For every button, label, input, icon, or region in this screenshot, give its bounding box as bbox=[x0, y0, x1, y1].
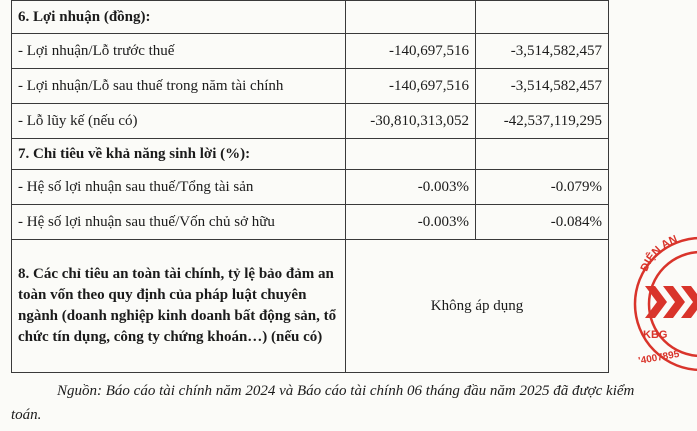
row-label: - Lợi nhuận/Lỗ trước thuế bbox=[12, 34, 346, 69]
value-col-2: -3,514,582,457 bbox=[476, 69, 609, 104]
section-8-title: 8. Các chỉ tiêu an toàn tài chính, tỷ lệ bảo đảm an toàn vốn theo quy định của pháp luật chuyên ngành (doanh nghiệp kinh doanh bất động sản, tổ chức tín dụng, công ty chứng khoán…) (nếu có) bbox=[12, 240, 346, 373]
value-col-1: -140,697,516 bbox=[346, 34, 476, 69]
empty-cell bbox=[476, 1, 609, 34]
row-label: - Hệ số lợi nhuận sau thuế/Tổng tài sản bbox=[12, 170, 346, 205]
section-7-title: 7. Chỉ tiêu về khả năng sinh lời (%): bbox=[12, 139, 346, 170]
section-7-header-row bbox=[12, 139, 609, 170]
stamp-code-text: KBG bbox=[643, 329, 668, 341]
section-6-title: 6. Lợi nhuận (đồng): bbox=[12, 1, 346, 34]
stamp-logo-icon bbox=[645, 286, 697, 318]
table-row bbox=[12, 205, 609, 240]
value-col-1: -140,697,516 bbox=[346, 69, 476, 104]
row-label: - Lỗ lũy kế (nếu có) bbox=[12, 104, 346, 139]
financial-indicators-table bbox=[11, 0, 609, 373]
row-label: - Lợi nhuận/Lỗ sau thuế trong năm tài chính bbox=[12, 69, 346, 104]
stamp-number-text: '4007895 bbox=[637, 348, 681, 367]
empty-cell bbox=[346, 139, 476, 170]
table-row bbox=[12, 34, 609, 69]
stamp-arc-text: ĐIỆN AN bbox=[638, 233, 680, 274]
table-row bbox=[12, 104, 609, 139]
table-row bbox=[12, 69, 609, 104]
source-note: Nguồn: Báo cáo tài chính năm 2024 và Báo cáo tài chính 06 tháng đầu năm 2025 đã được kiểm toán. bbox=[11, 383, 635, 423]
section-8-value: Không áp dụng bbox=[346, 240, 609, 373]
value-col-1: -0.003% bbox=[346, 205, 476, 240]
empty-cell bbox=[476, 139, 609, 170]
value-col-1: -0.003% bbox=[346, 170, 476, 205]
section-8-row bbox=[12, 240, 609, 373]
value-col-2: -0.084% bbox=[476, 205, 609, 240]
value-col-2: -42,537,119,295 bbox=[476, 104, 609, 139]
section-6-header-row bbox=[12, 1, 609, 34]
value-col-2: -0.079% bbox=[476, 170, 609, 205]
value-col-2: -3,514,582,457 bbox=[476, 34, 609, 69]
row-label: - Hệ số lợi nhuận sau thuế/Vốn chủ sở hữu bbox=[12, 205, 346, 240]
value-col-1: -30,810,313,052 bbox=[346, 104, 476, 139]
empty-cell bbox=[346, 1, 476, 34]
company-stamp bbox=[629, 228, 697, 380]
table-row bbox=[12, 170, 609, 205]
